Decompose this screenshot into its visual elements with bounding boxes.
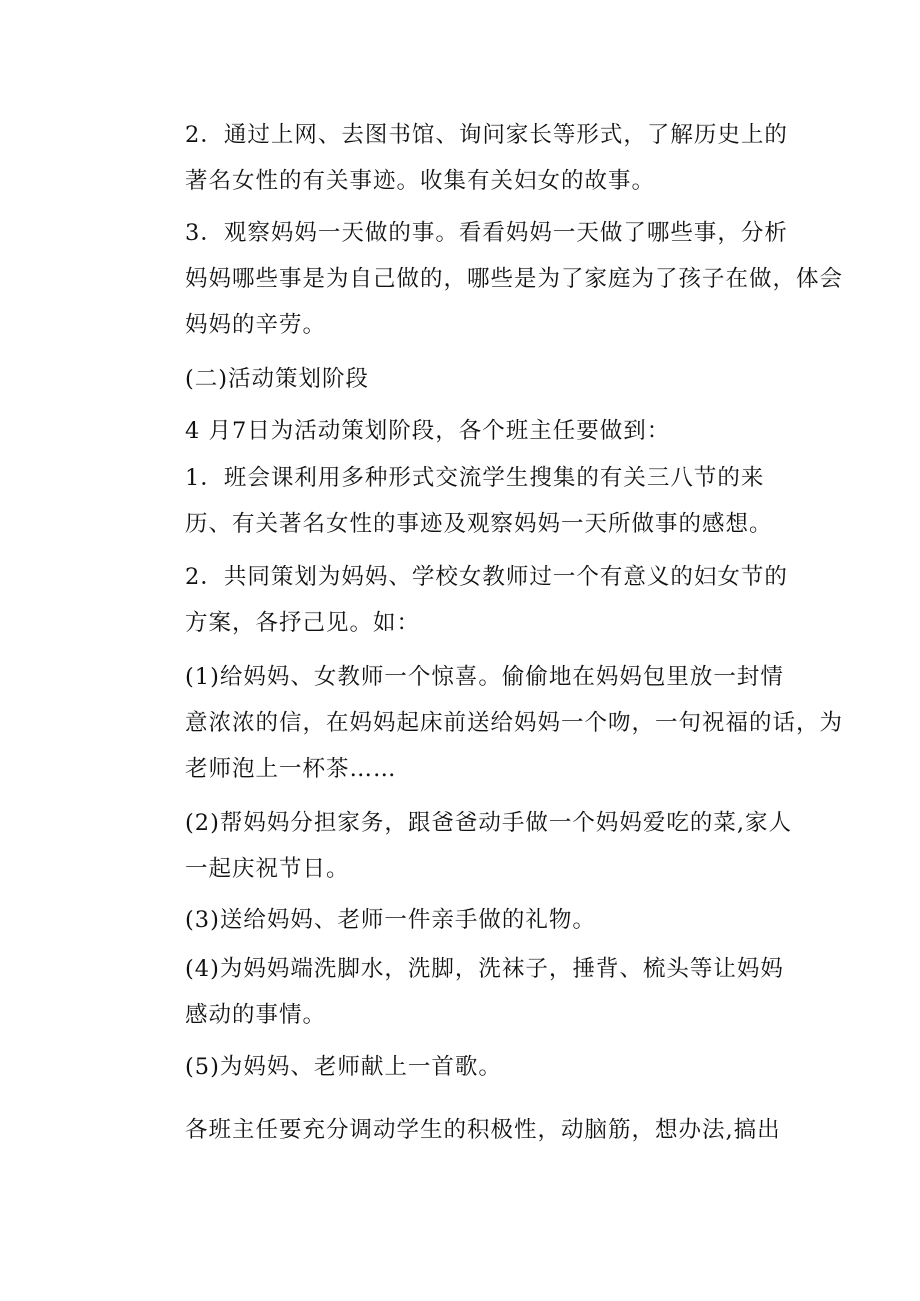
text-line: 感动的事情。 xyxy=(185,1002,327,1028)
paragraph-item-3-observe xyxy=(137,210,844,348)
paragraph-item-2-plan xyxy=(137,554,792,646)
text-line: 1．班会课利用多种形式交流学生搜集的有关三八节的来 xyxy=(185,465,765,491)
text-line: (4)为妈妈端洗脚水，洗脚，洗袜子，捶背、梳头等让妈妈 xyxy=(185,956,784,982)
text-line: 老师泡上一杯茶…… xyxy=(185,756,397,782)
text-line: 2．共同策划为妈妈、学校女教师过一个有意义的妇女节的 xyxy=(185,564,788,590)
paragraph-item-2-research xyxy=(137,112,792,204)
text-line: (5)为妈妈、老师献上一首歌。 xyxy=(185,1054,502,1080)
paragraph-teacher-instruction xyxy=(137,1107,792,1153)
paragraph-item-1-class-meeting xyxy=(137,455,792,547)
paragraph-subitem-5-song xyxy=(137,1044,792,1090)
section-heading-planning xyxy=(137,356,792,402)
text-line: 妈妈哪些事是为自己做的，哪些是为了家庭为了孩子在做，体会 xyxy=(185,266,844,292)
text-line: (1)给妈妈、女教师一个惊喜。偷偷地在妈妈包里放一封情 xyxy=(185,664,784,690)
text-line: 著名女性的有关事迹。收集有关妇女的故事。 xyxy=(185,168,656,194)
text-line: 意浓浓的信，在妈妈起床前送给妈妈一个吻，一句祝福的话，为 xyxy=(185,710,844,736)
text-line: 方案，各抒己见。如： xyxy=(185,610,421,636)
paragraph-subitem-1-surprise xyxy=(137,654,844,792)
text-line: (3)送给妈妈、老师一件亲手做的礼物。 xyxy=(185,907,596,933)
paragraph-subitem-2-housework xyxy=(137,800,792,892)
paragraph-subitem-3-gift xyxy=(137,897,792,943)
text-line: 一起庆祝节日。 xyxy=(185,856,350,882)
paragraph-planning-date xyxy=(137,408,792,454)
paragraph-subitem-4-care xyxy=(137,946,792,1038)
text-line: 4 月7日为活动策划阶段，各个班主任要做到： xyxy=(185,418,671,444)
text-line: (2)帮妈妈分担家务，跟爸爸动手做一个妈妈爱吃的菜,家人 xyxy=(185,810,793,836)
text-line: 3．观察妈妈一天做的事。看看妈妈一天做了哪些事，分析 xyxy=(185,220,788,246)
text-line: 妈妈的辛劳。 xyxy=(185,312,327,338)
text-line: 各班主任要充分调动学生的积极性，动脑筋，想办法,搞出 xyxy=(185,1117,781,1143)
text-line: 2．通过上网、去图书馆、询问家长等形式，了解历史上的 xyxy=(185,122,788,148)
text-line: 历、有关著名女性的事迹及观察妈妈一天所做事的感想。 xyxy=(185,511,773,537)
text-line: (二)活动策划阶段 xyxy=(185,366,370,392)
